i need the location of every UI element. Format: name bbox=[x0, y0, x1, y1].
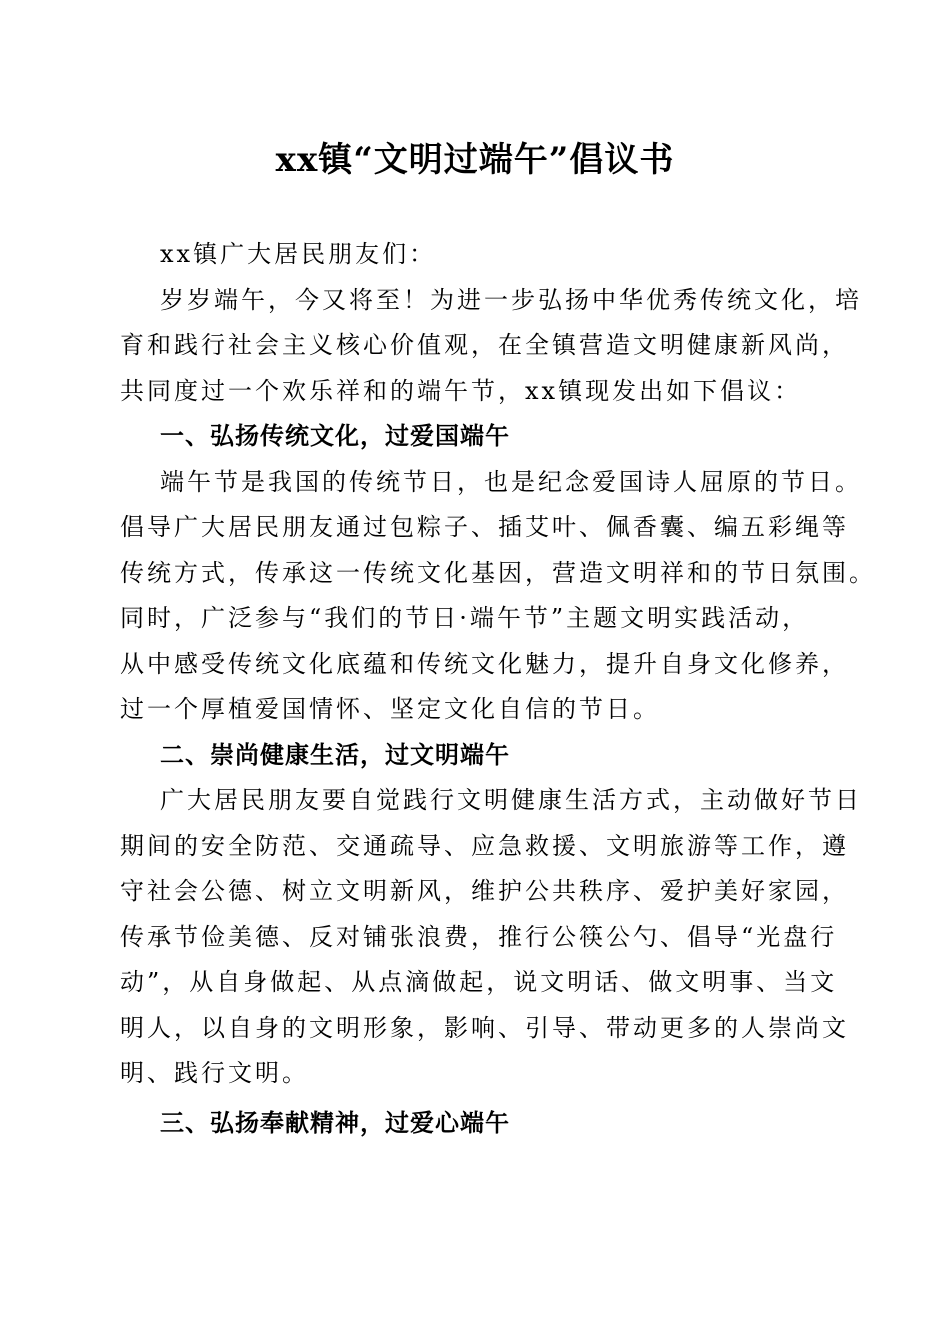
paragraph-line: 同时，广泛参与“我们的节日·端午节”主题文明实践活动， bbox=[120, 604, 810, 632]
intro-line: 岁岁端午，今又将至！为进一步弘扬中华优秀传统文化，培 bbox=[160, 285, 862, 314]
paragraph-line: 明、践行文明。 bbox=[120, 1059, 309, 1087]
intro-line: 共同度过一个欢乐祥和的端午节，xx镇现发出如下倡议： bbox=[120, 376, 802, 405]
section-heading-2: 二、崇尚健康生活，过文明端午 bbox=[160, 740, 510, 769]
section-heading-1: 一、弘扬传统文化，过爱国端午 bbox=[160, 422, 510, 450]
paragraph-line: 传统方式，传承这一传统文化基因，营造文明祥和的节日氛围。 bbox=[120, 558, 876, 587]
intro-line: 育和践行社会主义核心价值观，在全镇营造文明健康新风尚， bbox=[120, 331, 849, 359]
paragraph-line: 传承节俭美德、反对铺张浪费，推行公筷公勺、倡导“光盘行 bbox=[120, 922, 838, 951]
paragraph-line: 明人，以自身的文明形象，影响、引导、带动更多的人崇尚文 bbox=[120, 1013, 849, 1042]
paragraph-line: 过一个厚植爱国情怀、坚定文化自信的节日。 bbox=[120, 695, 660, 723]
paragraph-line: 端午节是我国的传统节日，也是纪念爱国诗人屈原的节日。 bbox=[160, 467, 862, 496]
paragraph-line: 动”，从自身做起、从点滴做起，说文明话、做文明事、当文 bbox=[120, 968, 838, 996]
document-body bbox=[120, 232, 876, 1146]
document-title: xx镇“文明过端午”倡议书 bbox=[275, 140, 675, 180]
paragraph-line: 广大居民朋友要自觉践行文明健康生活方式，主动做好节日 bbox=[160, 786, 862, 814]
paragraph-line: 守社会公德、树立文明新风，维护公共秩序、爱护美好家园， bbox=[120, 877, 849, 905]
salutation: xx镇广大居民朋友们： bbox=[160, 240, 437, 268]
section-heading-3: 三、弘扬奉献精神，过爱心端午 bbox=[160, 1108, 510, 1137]
paragraph-line: 从中感受传统文化底蕴和传统文化魅力，提升自身文化修养， bbox=[120, 649, 849, 678]
paragraph-line: 期间的安全防范、交通疏导、应急救援、文明旅游等工作，遵 bbox=[120, 831, 849, 860]
paragraph-line: 倡导广大居民朋友通过包粽子、插艾叶、佩香囊、编五彩绳等 bbox=[120, 513, 849, 541]
